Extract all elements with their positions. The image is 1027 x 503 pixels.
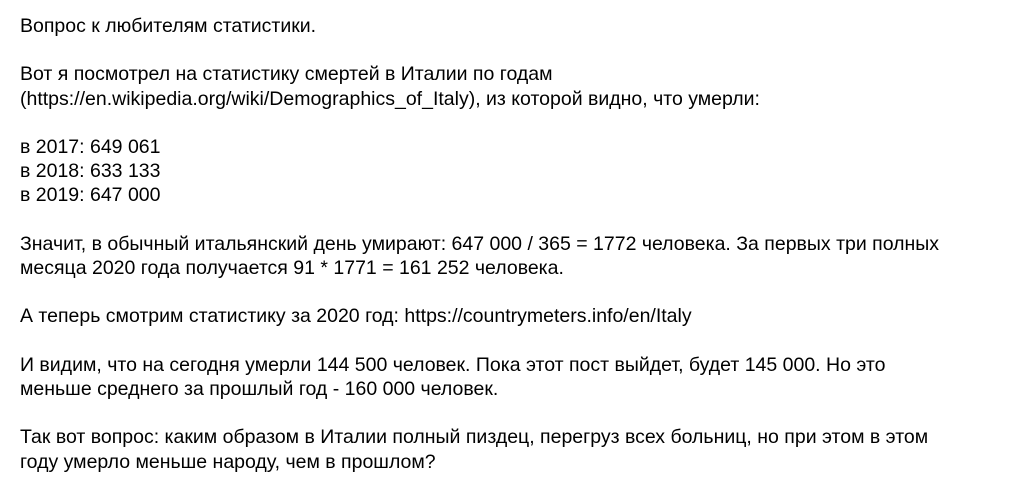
text-line: А теперь смотрим статистику за 2020 год: https://countrymeters.info/en/Italy xyxy=(20,305,692,328)
text-line: Вот я посмотрел на статистику смертей в Италии по годам xyxy=(20,63,553,86)
text-line: Вопрос к любителям статистики. xyxy=(20,15,317,37)
paragraph-2020-source xyxy=(20,304,1020,328)
text-line: (https://en.wikipedia.org/wiki/Demographics_of_Italy), из которой видно, что умерли: xyxy=(20,87,760,110)
paragraph-final-question xyxy=(20,425,1020,473)
text-line: И видим, что на сегодня умерли 144 500 человек. Пока этот пост выйдет, будет 145 000. Но это xyxy=(20,353,886,376)
text-line: месяца 2020 года получается 91 * 1771 = 161 252 человека. xyxy=(20,256,564,279)
text-line: в 2017: 649 061 xyxy=(20,135,161,158)
text-line: Значит, в обычный итальянский день умирают: 647 000 / 365 = 1772 человека. За первых три полных xyxy=(20,232,940,255)
text-line: Так вот вопрос: каким образом в Италии полный пиздец, перегруз всех больниц, но при этом в этом xyxy=(20,426,929,449)
paragraph-daily-calculation xyxy=(20,232,1020,280)
post-body xyxy=(20,14,1020,498)
paragraph-comparison xyxy=(20,353,1020,401)
text-line: в 2019: 647 000 xyxy=(20,184,161,207)
text-line: меньше среднего за прошлый год - 160 000 человек. xyxy=(20,377,499,400)
paragraph-source xyxy=(20,62,1020,110)
text-line: году умерло меньше народу, чем в прошлом? xyxy=(20,450,436,473)
paragraph-yearly-deaths xyxy=(20,135,1020,208)
paragraph-question-title xyxy=(20,14,1020,38)
text-line: в 2018: 633 133 xyxy=(20,160,161,183)
